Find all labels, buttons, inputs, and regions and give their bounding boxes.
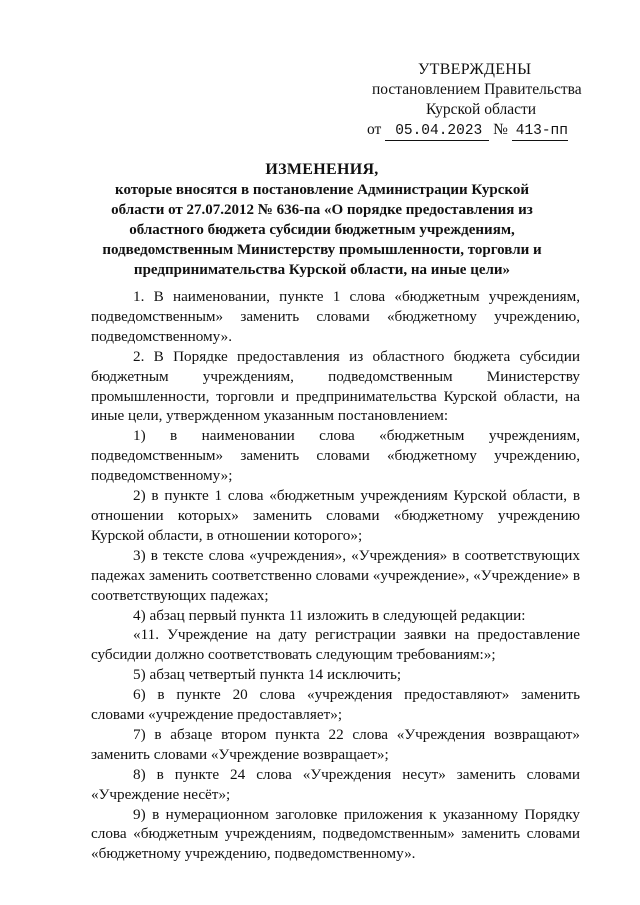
approval-number: 413-пп	[512, 123, 568, 141]
paragraph-subitem-1: 1) в наименовании слова «бюджетным учреждениям, подведомственным» заменить словами «бюджетному учреждению, подведомственному»;	[91, 427, 580, 485]
document-heading	[96, 160, 548, 280]
paragraph-subitem-5: 5) абзац четвертый пункта 14 исключить;	[133, 666, 402, 684]
heading-title: ИЗМЕНЕНИЯ,	[265, 161, 379, 178]
approval-line-region: Курской области	[426, 101, 537, 118]
paragraph-item-1: 1. В наименовании, пункте 1 слова «бюджетным учреждениям, подведомственным» заменить словами «бюджетному учреждению, подведомственному».	[91, 288, 580, 345]
number-label: №	[493, 121, 508, 138]
paragraph-item-2: 2. В Порядке предоставления из областного бюджета субсидии бюджетным учреждениям, подведомственным Министерству промышленности, торговли и предпринимательства Курской области, на иные цели, утвержденном указанным постановлением:	[91, 347, 580, 425]
approval-date-line	[367, 120, 622, 141]
paragraph-quote-11: «11. Учреждение на дату регистрации заявки на предоставление субсидии должно соответствовать следующим требованиям:»;	[91, 626, 580, 664]
paragraph-subitem-4: 4) абзац первый пункта 11 изложить в следующей редакции:	[133, 606, 526, 624]
paragraph-subitem-9: 9) в нумерационном заголовке приложения к указанному Порядку слова «бюджетным учреждениям, подведомственным» заменить словами «бюджетному учреждению, подведомственному».	[91, 805, 580, 863]
paragraph-subitem-6: 6) в пункте 20 слова «учреждения предоставляют» заменить словами «учреждение предоставляет»;	[91, 686, 580, 724]
paragraph-subitem-7: 7) в абзаце втором пункта 22 слова «Учреждения возвращают» заменить словами «Учреждение возвращает»;	[91, 725, 580, 763]
paragraph-subitem-3: 3) в тексте слова «учреждения», «Учреждения» в соответствующих падежах заменить соответственно словами «учреждение», «Учреждение» в соответствующих падежах;	[91, 546, 580, 604]
document-body	[91, 287, 580, 864]
from-label: от	[367, 121, 382, 138]
approval-date: 05.04.2023	[385, 123, 489, 141]
paragraph-subitem-8: 8) в пункте 24 слова «Учреждения несут» заменить словами «Учреждение несёт»;	[91, 765, 580, 803]
approval-title: УТВЕРЖДЕНЫ	[418, 61, 532, 78]
approval-line-resolution: постановлением Правительства	[372, 81, 582, 98]
approval-block	[367, 60, 622, 141]
paragraph-subitem-2: 2) в пункте 1 слова «бюджетным учреждениям Курской области, в отношении которых» заменить словами «бюджетному учреждению Курской области, в отношении которого»;	[91, 487, 580, 544]
heading-subtitle: которые вносятся в постановление Администрации Курской области от 27.07.2012 № 636-па «О порядке предоставления из областного бюджета субсидии бюджетным учреждениям, подведомственным Министерству промышленности, торговли и предпринимательства Курской области, на иные цели»	[102, 182, 542, 278]
